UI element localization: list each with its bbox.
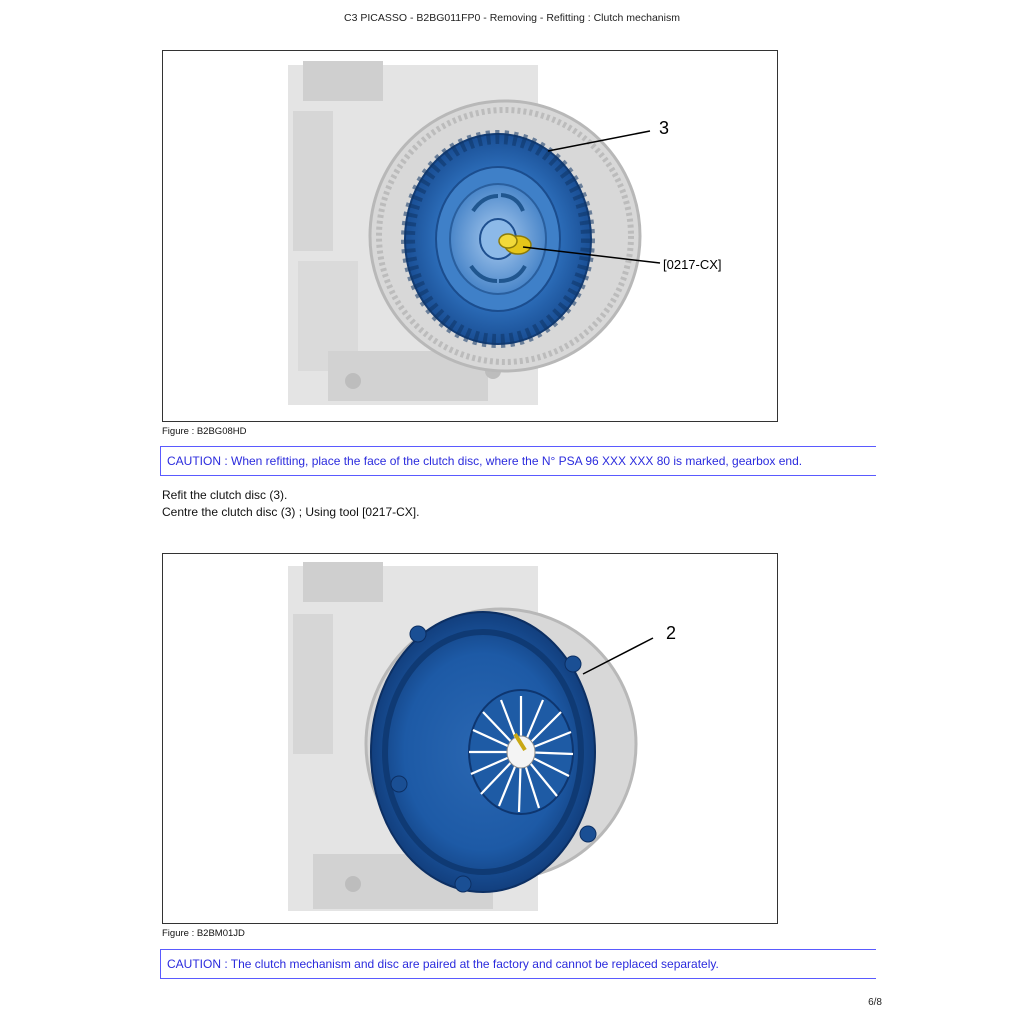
clutch-disc: [405, 134, 591, 344]
document-header: C3 PICASSO - B2BG011FP0 - Removing - Refitting : Clutch mechanism: [344, 12, 680, 24]
figure-caption-1: Figure : B2BG08HD: [162, 426, 247, 437]
caution-note-1: CAUTION : When refitting, place the face of the clutch disc, where the N° PSA 96 XXX XXX 80 is marked, gearbox end.: [160, 446, 876, 476]
clutch-pressure-plate: [371, 612, 596, 892]
figure-clutch-disc: [162, 50, 778, 422]
step-centre-clutch-disc: Centre the clutch disc (3) ; Using tool [0217-CX].: [162, 505, 420, 519]
callout-part-2: 2: [666, 623, 677, 643]
clutch-mechanism-illustration: [163, 554, 777, 923]
page-number: 6/8: [868, 997, 882, 1008]
step-refit-clutch-disc: Refit the clutch disc (3).: [162, 488, 288, 502]
figure-caption-2: Figure : B2BM01JD: [162, 928, 245, 939]
figure-clutch-mechanism: [162, 553, 778, 924]
clutch-disc-illustration: [163, 51, 777, 421]
callout-part-3: 3: [659, 118, 670, 138]
callout-tool-0217-cx: [0217-CX]: [663, 257, 722, 272]
caution-note-2: CAUTION : The clutch mechanism and disc are paired at the factory and cannot be replaced separately.: [160, 949, 876, 979]
